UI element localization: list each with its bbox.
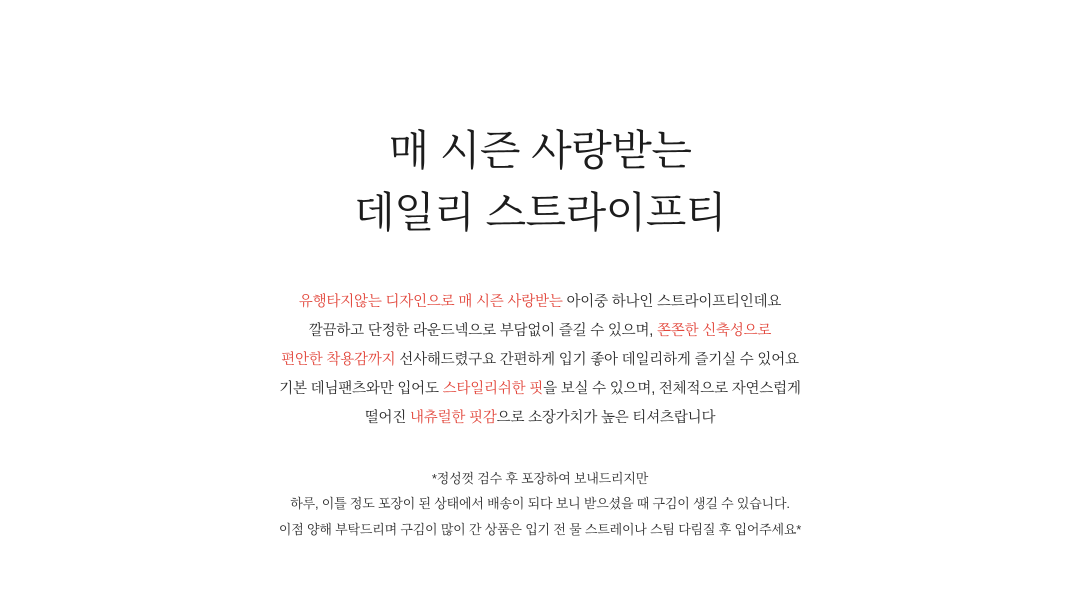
description-line: [0, 288, 1080, 317]
plain-text: 기본 데님팬츠와만 입어도: [279, 381, 443, 397]
plain-text: 떨어진: [364, 410, 410, 426]
plain-text: 을 보실 수 있으며, 전체적으로 자연스럽게: [543, 381, 801, 397]
page-title-line-2: 데일리 스트라이프티: [354, 189, 726, 237]
highlighted-text: 내츄럴한 핏감: [409, 410, 497, 426]
care-notice-line: *정성껏 검수 후 포장하여 보내드리지만: [431, 471, 649, 486]
page-title: [0, 120, 1080, 244]
description-line: [0, 404, 1080, 433]
highlighted-text: 편안한 착용감까지: [281, 352, 396, 368]
plain-text: 아이중 하나인 스트라이프티인데요: [566, 294, 782, 310]
plain-text: 으로 소장가치가 높은 티셔츠랍니다: [496, 410, 716, 426]
care-notice: [0, 466, 1080, 542]
highlighted-text: 쫀쫀한 신축성으로: [656, 323, 772, 339]
highlighted-text: 유행타지않는 디자인으로 매 시즌 사랑받는: [298, 294, 567, 310]
plain-text: 선사해드렸구요 간편하게 입기 좋아 데일리하게 즐기실 수 있어요: [395, 352, 799, 368]
description-text: [0, 288, 1080, 433]
description-line: [0, 317, 1080, 346]
care-notice-line: 하루, 이틀 정도 포장이 된 상태에서 배송이 되다 보니 받으셨을 때 구김이 생길 수 있습니다.: [290, 496, 790, 512]
page-title-line-1: 매 시즌 사랑받는: [388, 127, 692, 175]
description-line: [0, 346, 1080, 375]
description-line: [0, 375, 1080, 404]
highlighted-text: 스타일리쉬한 핏: [442, 381, 544, 397]
care-notice-line: 이점 양해 부탁드리며 구김이 많이 간 상품은 입기 전 물 스트레이나 스팀 다림질 후 입어주세요*: [278, 521, 802, 537]
plain-text: 깔끔하고 단정한 라운드넥으로 부담없이 즐길 수 있으며,: [308, 323, 657, 339]
